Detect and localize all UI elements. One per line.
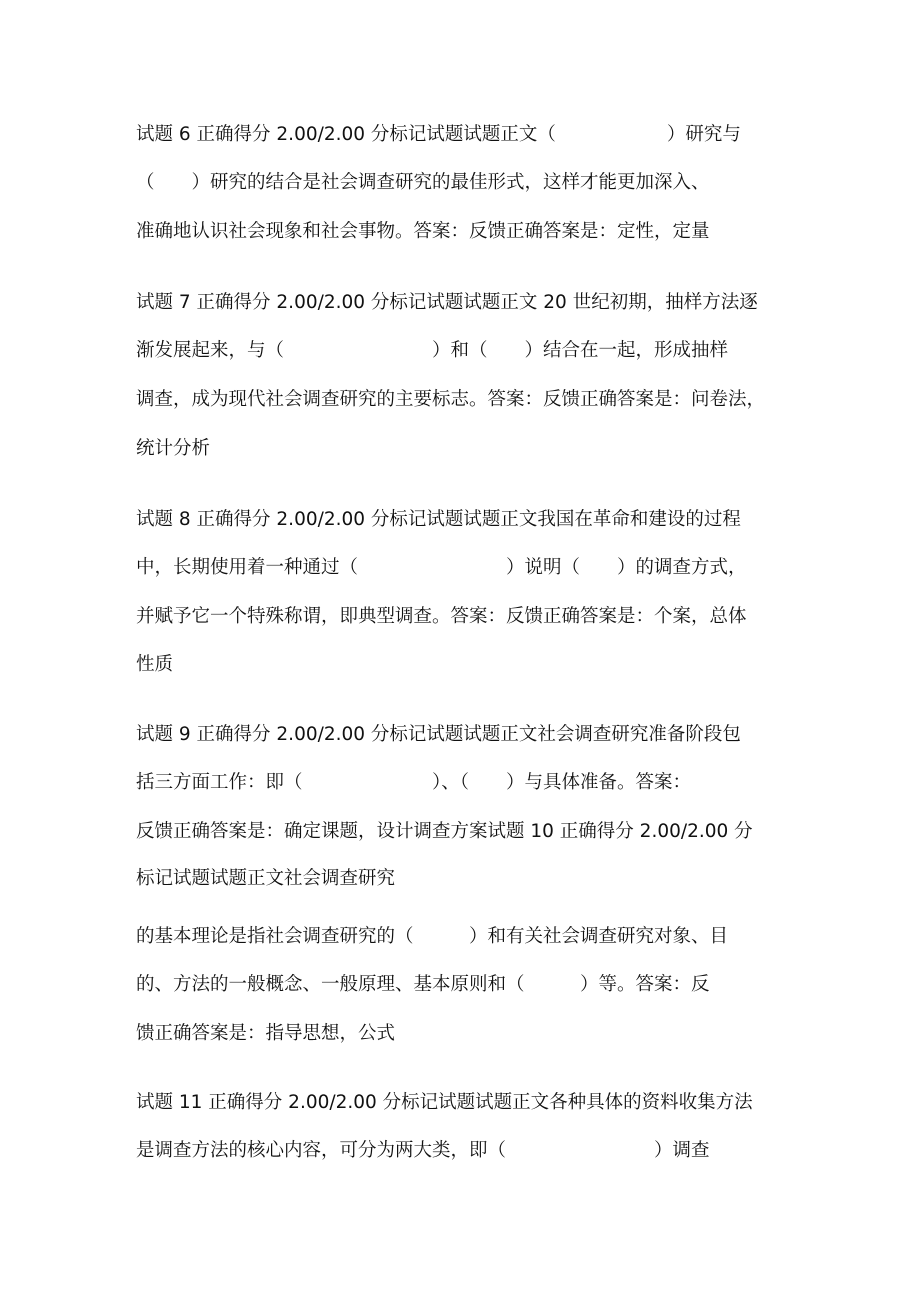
q6-answer-line: 准确地认识社会现象和社会事物。答案：反馈正确答案是：定性，定量 <box>136 221 710 242</box>
q11-text-line-2: 是调查方法的核心内容，可分为两大类，即（ ）调查 <box>136 1140 710 1161</box>
q9-answer-line: 反馈正确答案是：确定课题，设计调查方案试题 10 正确得分 2.00/2.00 分 <box>136 821 753 842</box>
q6-text-line-2: （ ）研究的结合是社会调查研究的最佳形式，这样才能更加深入、 <box>136 172 710 193</box>
q7-text-line-2: 渐发展起来，与（ ）和（ ）结合在一起，形成抽样 <box>136 340 729 361</box>
q10-text-line-3: 的、方法的一般概念、一般原理、基本原则和（ ）等。答案：反 <box>136 974 710 995</box>
q7-answer-line: 调查，成为现代社会调查研究的主要标志。答案：反馈正确答案是：问卷法， <box>136 389 766 410</box>
q10-text-line-2: 的基本理论是指社会调查研究的（ ）和有关社会调查研究对象、目 <box>136 926 729 947</box>
q8-answer-line: 并赋予它一个特殊称谓，即典型调查。答案：反馈正确答案是：个案，总体 <box>136 606 747 627</box>
q8-text-line-1: 试题 8 正确得分 2.00/2.00 分标记试题试题正文我国在革命和建设的过程 <box>136 509 741 530</box>
q7-text-line-1: 试题 7 正确得分 2.00/2.00 分标记试题试题正文 20 世纪初期，抽样方法逐 <box>136 292 758 313</box>
q8-text-line-2: 中，长期使用着一种通过（ ）说明（ ）的调查方式， <box>136 557 747 578</box>
q11-text-line-1: 试题 11 正确得分 2.00/2.00 分标记试题试题正文各种具体的资料收集方法 <box>136 1092 753 1113</box>
q10-answer-line: 馈正确答案是：指导思想，公式 <box>136 1023 396 1044</box>
q9-text-line-2: 括三方面工作：即（ ）、（ ）与具体准备。答案： <box>136 772 692 793</box>
q6-text-line-1: 试题 6 正确得分 2.00/2.00 分标记试题试题正文（ ）研究与 <box>136 124 741 145</box>
q8-answer-continued: 性质 <box>136 654 174 675</box>
q7-answer-continued: 统计分析 <box>136 438 211 459</box>
q10-text-line-1: 标记试题试题正文社会调查研究 <box>136 868 396 889</box>
q9-text-line-1: 试题 9 正确得分 2.00/2.00 分标记试题试题正文社会调查研究准备阶段包 <box>136 724 741 745</box>
